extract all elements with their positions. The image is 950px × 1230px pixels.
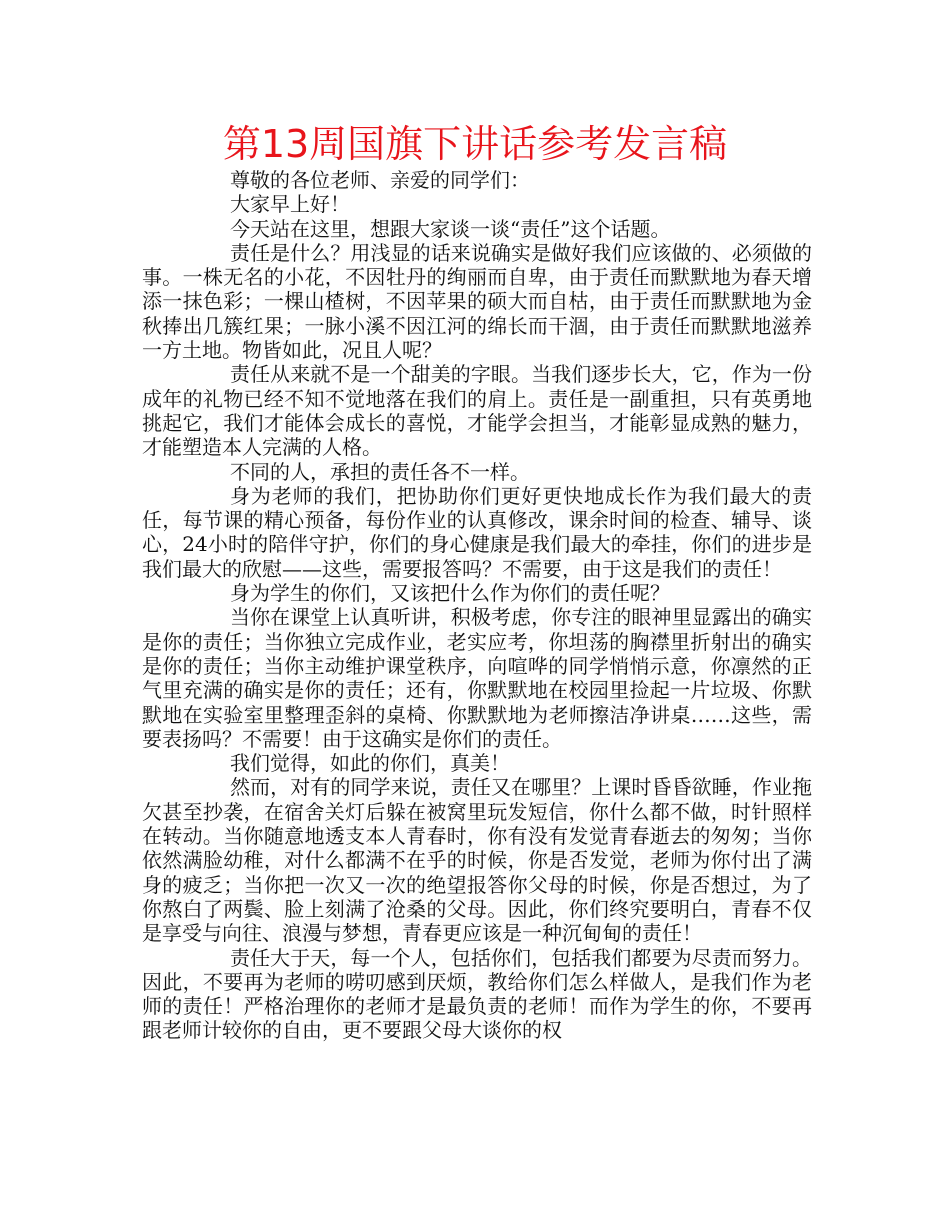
paragraph: 责任从来就不是一个甜美的字眼。当我们逐步长大，它，作为一份成年的礼物已经不知不觉地落在我们的肩上。责任是一副重担，只有英勇地挑起它，我们才能体会成长的喜悦，才能学会担当，才能彰显成熟的魅力，才能塑造本人完满的人格。 — [142, 362, 812, 460]
paragraph-salutation: 尊敬的各位老师、亲爱的同学们： — [230, 168, 530, 192]
paragraph-topic: 今天站在这里，想跟大家谈一谈“责任”这个话题。 — [230, 216, 671, 241]
paragraph: 然而，对有的同学来说，责任又在哪里？上课时昏昏欲睡，作业拖欠甚至抄袭，在宿舍关灯后躲在被窝里玩发短信，你什么都不做，时针照样在转动。当你随意地透支本人青春时，你有没有发觉青春逝去的匆匆；当你依然满脸幼稚，对什么都满不在乎的时候，你是否发觉，老师为你付出了满身的疲乏；当你把一次又一次的绝望报答你父母的时候，你是否想过，为了你熬白了两鬓、脸上刻满了沧桑的父母。因此，你们终究要明白，青春不仅是享受与向往、浪漫与梦想，青春更应该是一种沉甸甸的责任！ — [142, 775, 812, 946]
paragraph: 当你在课堂上认真听讲，积极考虑，你专注的眼神里显露出的确实是你的责任；当你独立完成作业，老实应考，你坦荡的胸襟里折射出的确实是你的责任；当你主动维护课堂秩序，向喧哗的同学悄悄示意，你凛然的正气里充满的确实是你的责任；还有，你默默地在校园里捡起一片垃圾、你默默地在实验室里整理歪斜的桌椅、你默默地为老师擦洁净讲桌……这些，需要表扬吗？不需要！由于这确实是你们的责任。 — [142, 605, 812, 751]
paragraph: 我们觉得，如此的你们，真美！ — [230, 751, 510, 776]
paragraph: 身为学生的你们，又该把什么作为你们的责任呢？ — [230, 581, 670, 606]
paragraph: 责任是什么？用浅显的话来说确实是做好我们应该做的、必须做的事。一株无名的小花，不因牡丹的绚丽而自卑，由于责任而默默地为春天增添一抹色彩；一棵山楂树，不因苹果的硕大而自枯，由于责任而默默地为金秋捧出几簇红果；一脉小溪不因江河的绵长而干涸，由于责任而默默地滋养一方土地。物皆如此，况且人呢？ — [142, 240, 812, 363]
paragraph: 不同的人，承担的责任各不一样。 — [230, 459, 530, 484]
document-title: 第13周国旗下讲话参考发言稿 — [222, 122, 728, 166]
paragraph: 责任大于天，每一个人，包括你们，包括我们都要为尽责而努力。因此，不要再为老师的唠叨感到厌烦，教给你们怎么样做人，是我们作为老师的责任！严格治理你的老师才是最负责的老师！而作为学生的你，不要再跟老师计较你的自由，更不要跟父母大谈你的权 — [142, 945, 812, 1043]
paragraph: 身为老师的我们，把协助你们更好更快地成长作为我们最大的责任，每节课的精心预备，每份作业的认真修改，课余时间的检查、辅导、谈心，24小时的陪伴守护，你们的身心健康是我们最大的牵挂，你们的进步是我们最大的欣慰——这些，需要报答吗？不需要，由于这是我们的责任！ — [142, 483, 812, 581]
document-body — [142, 168, 812, 1043]
paragraph-greeting: 大家早上好！ — [230, 192, 350, 217]
